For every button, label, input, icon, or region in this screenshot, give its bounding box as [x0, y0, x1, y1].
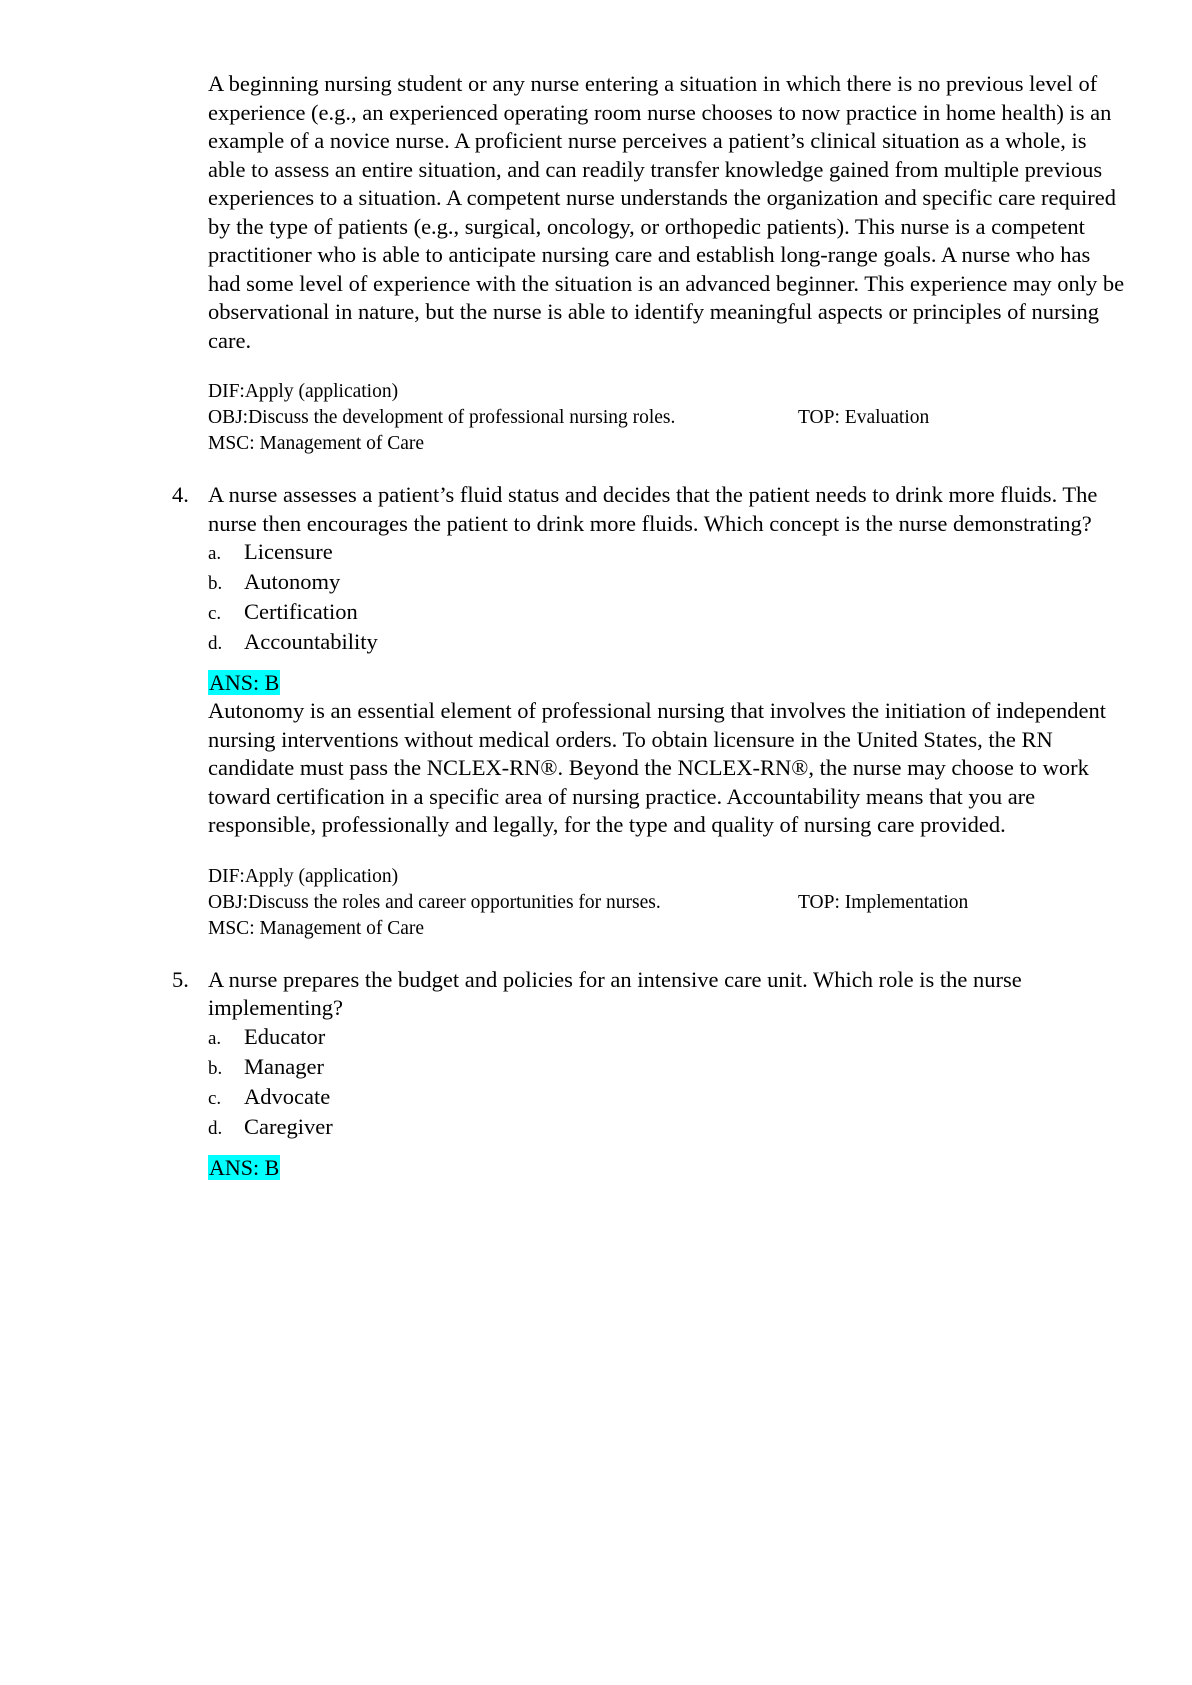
- option-text: Educator: [244, 1023, 326, 1049]
- answer-block: [208, 1155, 1128, 1181]
- option-b: [208, 568, 1128, 598]
- question-number: 4.: [172, 482, 189, 507]
- obj-text: OBJ:Discuss the development of professional nursing roles.: [208, 407, 676, 428]
- option-letter: c.: [208, 1087, 222, 1109]
- option-text: Certification: [244, 599, 358, 624]
- option-letter: a.: [208, 543, 222, 564]
- question-meta-q3: [208, 379, 1128, 457]
- option-d: [208, 1113, 1128, 1143]
- msc-line: MSC: Management of Care: [208, 433, 425, 454]
- option-text: Manager: [244, 1053, 324, 1079]
- top-text: TOP: Implementation: [798, 891, 969, 913]
- option-text: Advocate: [244, 1083, 331, 1109]
- question-stem: A nurse prepares the budget and policies for an intensive care unit. Which role is the nurse implementing?: [208, 966, 1022, 1020]
- rationale-paragraph-q3: A beginning nursing student or any nurse entering a situation in which there is no previous level of experience (e.g., an experienced operating room nurse chooses to now practice in home health) is an example of a novice nurse. A proficient nurse perceives a patient’s clinical situation as a whole, is able to assess an entire situation, and can readily transfer knowledge gained from multiple previous experiences to a situation. A competent nurse understands the organization and specific care required by the type of patients (e.g., surgical, oncology, or orthopedic patients). This nurse is a competent practitioner who is able to anticipate nursing care and establish long-range goals. A nurse who has had some level of experience with the situation is an advanced beginner. This experience may only be observational in nature, but the nurse is able to identify meaningful aspects or principles of nursing care.: [208, 71, 1125, 353]
- option-a: [208, 1023, 1128, 1053]
- answer-options: [208, 1023, 1128, 1143]
- option-d: [208, 628, 1128, 658]
- option-letter: b.: [208, 1057, 223, 1079]
- question-4: [172, 481, 1128, 942]
- dif-line: DIF:Apply (application): [208, 865, 399, 887]
- obj-text: OBJ:Discuss the roles and career opportunities for nurses.: [208, 891, 661, 913]
- question-5: [172, 966, 1128, 1181]
- question-meta: [208, 864, 1128, 942]
- obj-top-line: [208, 890, 1128, 916]
- page-content: [172, 70, 1128, 1181]
- option-c: [208, 1083, 1128, 1113]
- rationale-paragraph: Autonomy is an essential element of professional nursing that involves the initiation of independent nursing interventions without medical orders. To obtain licensure in the United States, the RN candidate must pass the NCLEX-RN®. Beyond the NCLEX-RN®, the nurse may choose to work toward certification in a specific area of nursing practice. Accountability means that you are responsible, professionally and legally, for the type and quality of nursing care provided.: [208, 698, 1106, 837]
- question-number: 5.: [172, 966, 189, 992]
- top-text: TOP: Evaluation: [798, 407, 930, 428]
- question-stem: A nurse assesses a patient’s fluid status and decides that the patient needs to drink more fluids. The nurse then encourages the patient to drink more fluids. Which concept is the nurse demonstrating?: [208, 482, 1098, 536]
- option-c: [208, 598, 1128, 628]
- option-letter: d.: [208, 1117, 223, 1139]
- option-text: Licensure: [244, 539, 333, 564]
- answer-label: ANS: B: [209, 1154, 280, 1180]
- option-letter: c.: [208, 603, 222, 624]
- answer-block: [208, 670, 1128, 696]
- option-text: Autonomy: [244, 569, 341, 594]
- msc-line: MSC: Management of Care: [208, 917, 425, 939]
- option-letter: a.: [208, 1027, 222, 1049]
- option-b: [208, 1053, 1128, 1083]
- option-letter: d.: [208, 633, 223, 654]
- option-text: Caregiver: [244, 1113, 333, 1139]
- option-a: [208, 538, 1128, 568]
- answer-label: ANS: B: [209, 670, 280, 695]
- option-letter: b.: [208, 573, 223, 594]
- option-text: Accountability: [244, 629, 378, 654]
- obj-top-line: [208, 405, 1128, 431]
- dif-line: DIF:Apply (application): [208, 381, 399, 402]
- answer-options: [208, 538, 1128, 658]
